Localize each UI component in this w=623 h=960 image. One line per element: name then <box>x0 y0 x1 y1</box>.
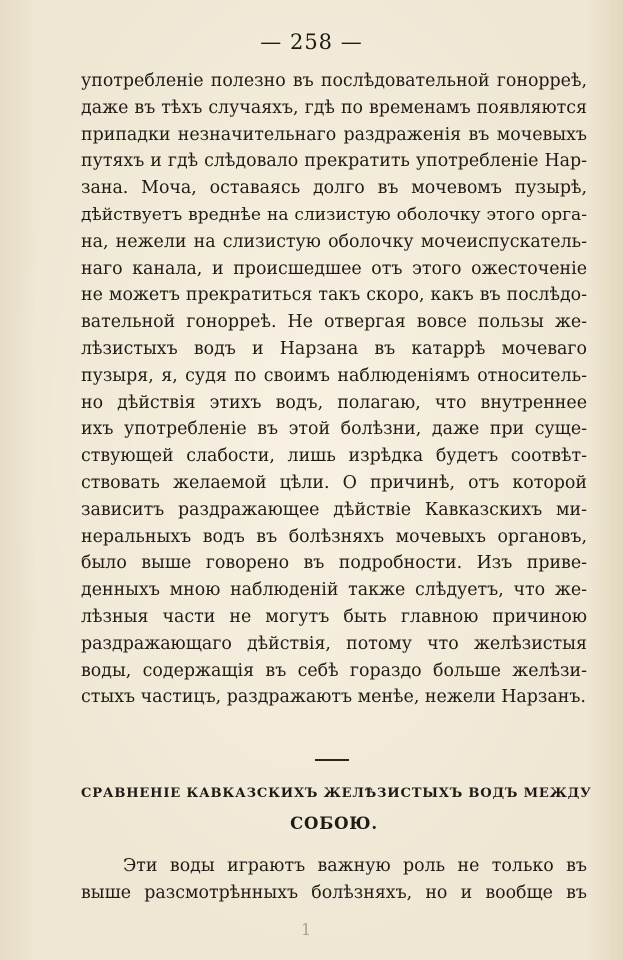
text-line: воды, содержащія въ себѣ гораздо больше желѣзи- <box>81 660 587 681</box>
bleed-through-mark: 1 <box>301 920 312 939</box>
text-line: денныхъ мною наблюденій также слѣдуетъ, что же- <box>81 580 587 601</box>
text-line: выше разсмотрѣнныхъ болѣзняхъ, но и вообще въ <box>81 882 587 903</box>
section-heading <box>81 779 592 839</box>
text-line: Эти воды играютъ важную роль не только въ <box>123 856 587 876</box>
page-number: — 258 — <box>260 30 363 54</box>
text-line: путяхъ и гдѣ слѣдовало прекратить употребленіе Нар- <box>81 151 587 172</box>
text-line: даже въ тѣхъ случаяхъ, гдѣ по временамъ появляются <box>81 97 587 118</box>
paragraph-next <box>81 853 587 907</box>
text-line: раздражающаго дѣйствія, потому что желѣзистыя <box>81 633 587 654</box>
heading-line-2: СОБОЮ. <box>290 814 378 833</box>
text-line: ствовать желаемой цѣли. О причинѣ, отъ которой <box>81 472 587 493</box>
text-line: не можетъ прекратиться такъ скоро, какъ въ послѣдо- <box>81 285 587 306</box>
text-line: лѣзистыхъ водъ и Нарзана въ катаррѣ мочеваго <box>81 338 587 359</box>
text-line: зана. Моча, оставаясь долго въ мочевомъ пузырѣ, <box>81 178 587 199</box>
text-line: припадки незначительнаго раздраженія въ мочевыхъ <box>81 124 587 145</box>
text-line-last: стыхъ частицъ, раздражаютъ менѣе, нежели Нарзанъ. <box>81 687 586 708</box>
text-line: на, нежели на слизистую оболочку мочеиспускатель- <box>81 231 587 252</box>
text-line: лѣзныя части не могутъ быть главною причиною <box>81 606 587 627</box>
text-line: пузыря, я, судя по своимъ наблюденіямъ относитель- <box>81 365 587 386</box>
text-line: употребленіе полезно въ послѣдовательной гонорреѣ, <box>81 71 587 91</box>
text-line: вательной гонорреѣ. Не отвергая вовсе пользы же- <box>81 312 587 333</box>
text-line: но дѣйствія этихъ водъ, полагаю, что внутреннее <box>81 392 587 413</box>
text-line: ствующей слабости, лишь изрѣдка будетъ соотвѣт- <box>81 446 587 467</box>
text-line: зависитъ раздражающее дѣйствіе Кавказскихъ ми- <box>81 499 587 520</box>
text-line: дѣйствуетъ вреднѣе на слизистую оболочку этого орга- <box>81 204 587 225</box>
heading-line-1: СРАВНЕНІЕ КАВКАЗСКИХЪ ЖЕЛѢЗИСТЫХЪ ВОДЪ МЕЖДУ <box>81 786 592 801</box>
text-line: неральныхъ водъ въ болѣзняхъ мочевыхъ органовъ, <box>81 526 587 547</box>
text-line: ихъ употребленіе въ этой болѣзни, даже при суще- <box>81 419 587 440</box>
text-line: было выше говорено въ подробности. Изъ приве- <box>81 553 587 574</box>
section-divider <box>315 759 349 761</box>
paragraph-main <box>81 68 587 711</box>
text-line: наго канала, и происшедшее отъ этого ожесточеніе <box>81 258 587 279</box>
